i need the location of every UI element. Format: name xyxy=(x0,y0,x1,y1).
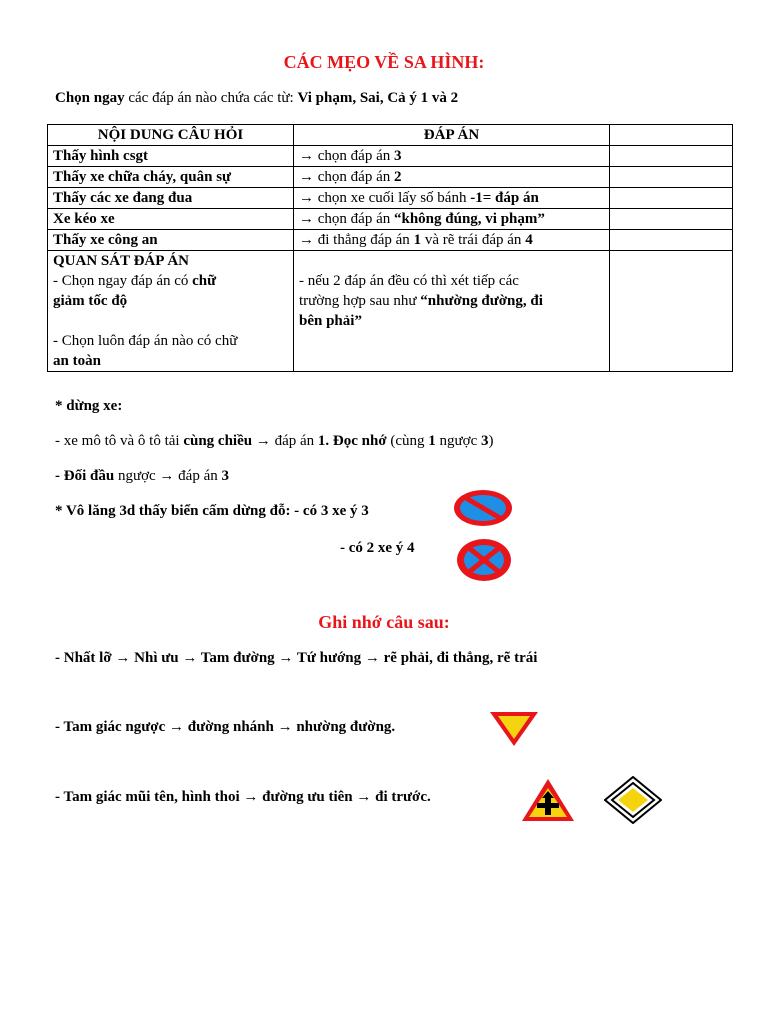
remember-l3-text: - Tam giác mũi tên, hình thoi → đường ưu tiên → đi trước. xyxy=(55,789,431,805)
row-question: Thấy hình csgt xyxy=(53,148,149,164)
intro-bold: Chọn ngay xyxy=(55,90,125,106)
row-empty xyxy=(610,167,733,188)
stop-line-1 xyxy=(55,433,494,450)
row-empty xyxy=(610,188,733,209)
observe-answer-mid: trường hợp sau như xyxy=(299,293,421,309)
intro-line xyxy=(55,90,458,107)
row-answer: → chọn đáp án xyxy=(299,169,394,185)
row-answer-bold2: 4 xyxy=(525,232,533,248)
observe-p1-bold-line2: giảm tốc độ xyxy=(53,293,128,309)
stop-l1-mid3: ngược xyxy=(435,433,482,449)
observe-p2: - Chọn luôn đáp án nào có chữ xyxy=(53,333,238,349)
page-title: CÁC MẸO VỀ SA HÌNH: xyxy=(283,52,485,72)
row-answer: → chọn đáp án xyxy=(299,211,394,227)
stop-l1-bold2: 1. Đọc nhớ xyxy=(317,433,387,449)
row-question: Thấy xe chữa cháy, quân sự xyxy=(53,169,232,185)
priority-road-sign-icon xyxy=(604,776,662,824)
stop-l1-end: ) xyxy=(488,433,494,449)
observe-answer-bold: “nhường đường, đi xyxy=(420,293,543,309)
table-row xyxy=(48,209,733,230)
table-header-row xyxy=(48,125,733,146)
row-answer-bold: 3 xyxy=(393,148,402,164)
observe-p2-bold: an toàn xyxy=(53,353,101,369)
intro-text: các đáp án nào chứa các từ: xyxy=(124,90,298,106)
junction-priority-sign-icon xyxy=(520,777,576,823)
remember-heading-text: Ghi nhớ câu sau: xyxy=(318,612,450,632)
row-answer-bold: 2 xyxy=(393,169,402,185)
row-answer: → đi thẳng đáp án xyxy=(299,232,414,248)
header-question: NỘI DUNG CÂU HỎI xyxy=(48,125,294,146)
stop-heading xyxy=(55,398,122,415)
observe-p1: - Chọn ngay đáp án có xyxy=(53,273,193,289)
table-row xyxy=(48,188,733,209)
tips-table xyxy=(47,124,733,372)
stop-l1-bold3: 1 xyxy=(428,433,436,449)
row-answer-mid: và rẽ trái đáp án xyxy=(421,232,526,248)
stop-heading-text: * dừng xe: xyxy=(55,398,123,414)
remember-line-1 xyxy=(55,650,537,667)
row-answer-bold: 1 xyxy=(413,232,422,248)
row-question: Thấy xe công an xyxy=(53,232,158,248)
table-row xyxy=(48,167,733,188)
header-answer: ĐÁP ÁN xyxy=(294,125,610,146)
stop-l2-bold: - Đối đầu xyxy=(55,468,115,484)
stop-l2-text: ngược → đáp án xyxy=(114,468,222,484)
row-answer-bold: “không đúng, vi phạm” xyxy=(393,211,545,227)
stop-l3-text: * Vô lăng 3d thấy biển cấm dừng đỗ: - có 3 xe ý 3 xyxy=(55,503,369,519)
observe-p1-bold: chữ xyxy=(192,273,217,289)
row-answer: → chọn xe cuối lấy số bánh xyxy=(299,190,471,206)
no-parking-sign-icon xyxy=(452,488,514,528)
stop-l2-bold2: 3 xyxy=(221,468,229,484)
table-row xyxy=(48,230,733,251)
row-question: Xe kéo xe xyxy=(53,211,115,227)
observe-heading: QUAN SÁT ĐÁP ÁN xyxy=(53,253,189,269)
table-row xyxy=(48,146,733,167)
table-row-observe xyxy=(48,251,733,372)
stop-l1-text: - xe mô tô và ô tô tải xyxy=(55,433,184,449)
header-empty xyxy=(610,125,733,146)
yield-sign-icon xyxy=(488,710,540,748)
row-answer-bold: -1= đáp án xyxy=(470,190,539,206)
stop-l1-mid2: (cùng xyxy=(386,433,429,449)
row-empty xyxy=(610,146,733,167)
stop-line-4 xyxy=(340,540,415,557)
remember-line-3 xyxy=(55,789,431,806)
stop-l4-text: - có 2 xe ý 4 xyxy=(340,540,415,556)
row-empty xyxy=(610,230,733,251)
intro-keywords: Vi phạm, Sai, Cả ý 1 và 2 xyxy=(297,90,459,106)
row-question: Thấy các xe đang đua xyxy=(53,190,193,206)
stop-l1-bold: cùng chiều xyxy=(183,433,253,449)
remember-l2-text: - Tam giác ngược → đường nhánh → nhường đường. xyxy=(55,719,396,735)
stop-l1-bold4: 3 xyxy=(481,433,489,449)
stop-line-3 xyxy=(55,503,369,520)
stop-line-2 xyxy=(55,468,229,485)
no-stopping-sign-icon xyxy=(456,538,512,582)
observe-answer-bold-line2: bên phải” xyxy=(299,313,362,329)
remember-line-2 xyxy=(55,719,395,736)
observe-answer: - nếu 2 đáp án đều có thì xét tiếp các xyxy=(299,273,519,289)
stop-l1-mid: → đáp án xyxy=(252,433,318,449)
row-empty xyxy=(610,251,733,372)
remember-l1-text: - Nhất lỡ → Nhì ưu → Tam đường → Tứ hướng → rẽ phải, đi thẳng, rẽ trái xyxy=(55,650,538,666)
row-answer: → chọn đáp án xyxy=(299,148,394,164)
remember-heading xyxy=(0,612,768,633)
row-empty xyxy=(610,209,733,230)
